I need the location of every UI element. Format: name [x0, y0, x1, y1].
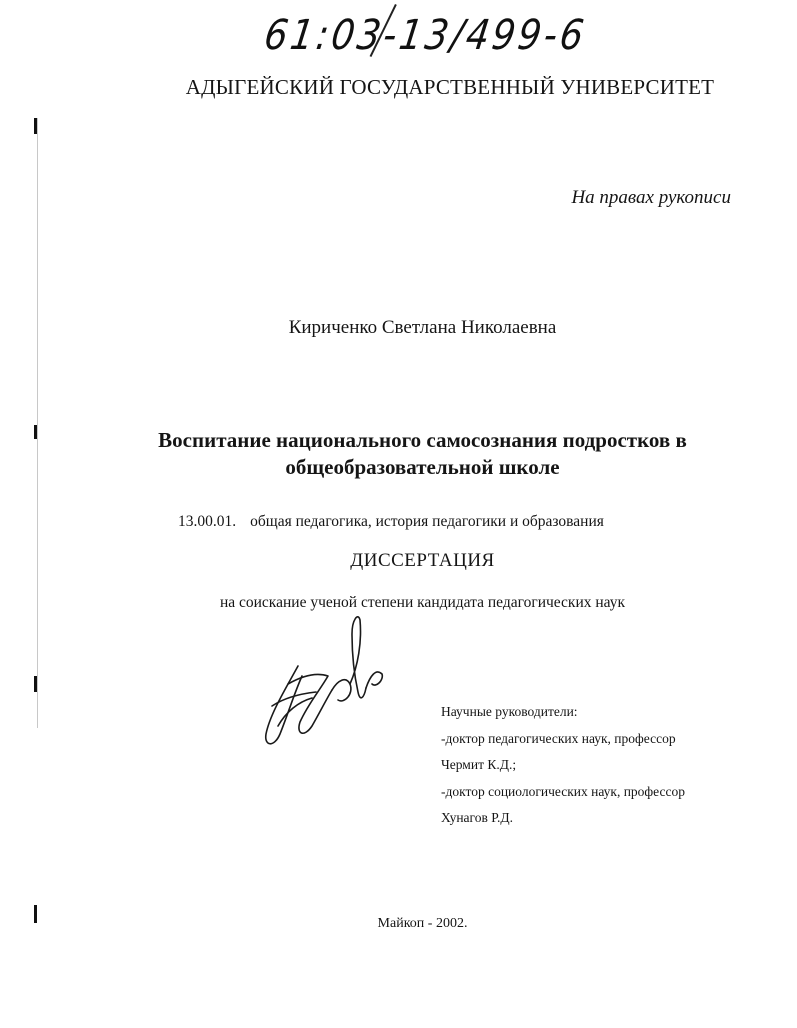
scan-margin-mark [34, 676, 37, 692]
supervisor-1-title: -доктор педагогических наук, профессор [441, 730, 676, 746]
degree-line: на соискание ученой степени кандидата педагогических наук [219, 594, 626, 611]
scientific-supervisors [441, 699, 685, 832]
supervisor-2-name: Хунагов Р.Д. [441, 810, 514, 825]
supervisors-heading: Научные руководители: [441, 704, 578, 719]
scan-margin-mark [34, 118, 37, 134]
city-year: Майкоп - 2002. [377, 916, 468, 931]
scan-margin-mark [34, 905, 37, 923]
specialty-name: общая педагогика, история педагогики и образования [250, 513, 604, 530]
rights-note: На правах рукописи [571, 187, 731, 208]
specialty-code: 13.00.01. [178, 513, 237, 530]
dissertation-title [0, 427, 797, 481]
university-name: АДЫГЕЙСКИЙ ГОСУДАРСТВЕННЫЙ УНИВЕРСИТЕТ [185, 75, 715, 99]
document-type: ДИССЕРТАЦИЯ [350, 550, 495, 571]
title-line-1: Воспитание национального самосознания подростков в [158, 428, 687, 452]
specialty [178, 513, 604, 531]
scan-margin-mark [34, 425, 37, 439]
title-line-2: общеобразовательной школе [285, 455, 560, 479]
supervisor-1-name: Чермит К.Д.; [441, 757, 517, 772]
supervisor-2-title: -доктор социологических наук, профессор [441, 783, 685, 799]
scan-margin-line [37, 118, 38, 728]
handwritten-catalog-code: 61:03-13/499-6 [261, 12, 590, 60]
author-name: Кириченко Светлана Николаевна [288, 317, 557, 338]
handwritten-signature [258, 606, 418, 756]
